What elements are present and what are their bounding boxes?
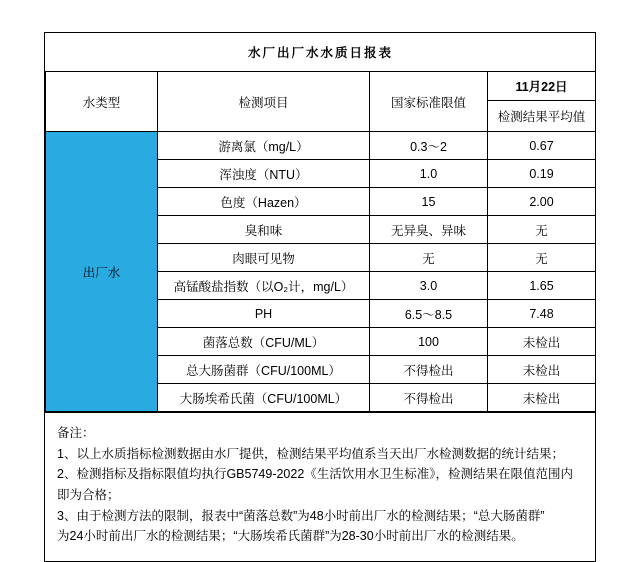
row-standard: 无 — [370, 244, 488, 272]
row-item: 肉眼可见物 — [158, 244, 370, 272]
row-standard: 15 — [370, 188, 488, 216]
notes-section — [45, 412, 595, 561]
row-standard: 3.0 — [370, 272, 488, 300]
row-value: 0.67 — [488, 132, 596, 160]
header-water-type: 水类型 — [46, 72, 158, 132]
header-result-average: 检测结果平均值 — [488, 101, 596, 132]
header-date: 11月22日 — [488, 72, 596, 101]
row-item: 色度（Hazen） — [158, 188, 370, 216]
row-standard: 100 — [370, 328, 488, 356]
row-item: 游离氯（mg/L） — [158, 132, 370, 160]
row-item: PH — [158, 300, 370, 328]
row-standard: 0.3～2 — [370, 132, 488, 160]
row-value: 1.65 — [488, 272, 596, 300]
row-standard: 不得检出 — [370, 356, 488, 384]
row-standard: 无异臭、异味 — [370, 216, 488, 244]
row-item: 高锰酸盐指数（以O₂计，mg/L） — [158, 272, 370, 300]
category-cell-outlet-water: 出厂水 — [46, 132, 158, 412]
row-value: 无 — [488, 244, 596, 272]
row-value: 未检出 — [488, 384, 596, 412]
row-item: 总大肠菌群（CFU/100ML） — [158, 356, 370, 384]
table-header-row — [46, 72, 596, 101]
row-standard: 1.0 — [370, 160, 488, 188]
row-value: 0.19 — [488, 160, 596, 188]
table-title-row — [46, 33, 596, 72]
notes-line: 即为合格； — [57, 487, 120, 502]
notes-line: 3、由于检测方法的限制，报表中“菌落总数”为48小时前出厂水的检测结果；“总大肠菌群” — [57, 508, 545, 523]
row-item: 大肠埃希氏菌（CFU/100ML） — [158, 384, 370, 412]
header-national-standard: 国家标准限值 — [370, 72, 488, 132]
water-quality-daily-report — [44, 32, 596, 562]
page-title: 水厂出厂水水质日报表 — [46, 33, 596, 72]
report-table — [45, 33, 596, 412]
row-item: 浑浊度（NTU） — [158, 160, 370, 188]
row-value: 无 — [488, 216, 596, 244]
notes-title: 备注： — [57, 426, 95, 440]
row-value: 未检出 — [488, 328, 596, 356]
header-test-item: 检测项目 — [158, 72, 370, 132]
row-item: 菌落总数（CFU/ML） — [158, 328, 370, 356]
notes-line: 1、以上水质指标检测数据由水厂提供，检测结果平均值系当天出厂水检测数据的统计结果； — [57, 446, 564, 461]
notes-line: 2、检测指标及指标限值均执行GB5749-2022《生活饮用水卫生标准》，检测结果在限值范围内 — [57, 467, 574, 482]
row-standard: 不得检出 — [370, 384, 488, 412]
row-value: 7.48 — [488, 300, 596, 328]
row-value: 2.00 — [488, 188, 596, 216]
table-row — [46, 132, 596, 160]
row-standard: 6.5～8.5 — [370, 300, 488, 328]
row-item: 臭和味 — [158, 216, 370, 244]
notes-line: 为24小时前出厂水的检测结果；“大肠埃希氏菌群”为28-30小时前出厂水的检测结果。 — [57, 529, 524, 544]
row-value: 未检出 — [488, 356, 596, 384]
